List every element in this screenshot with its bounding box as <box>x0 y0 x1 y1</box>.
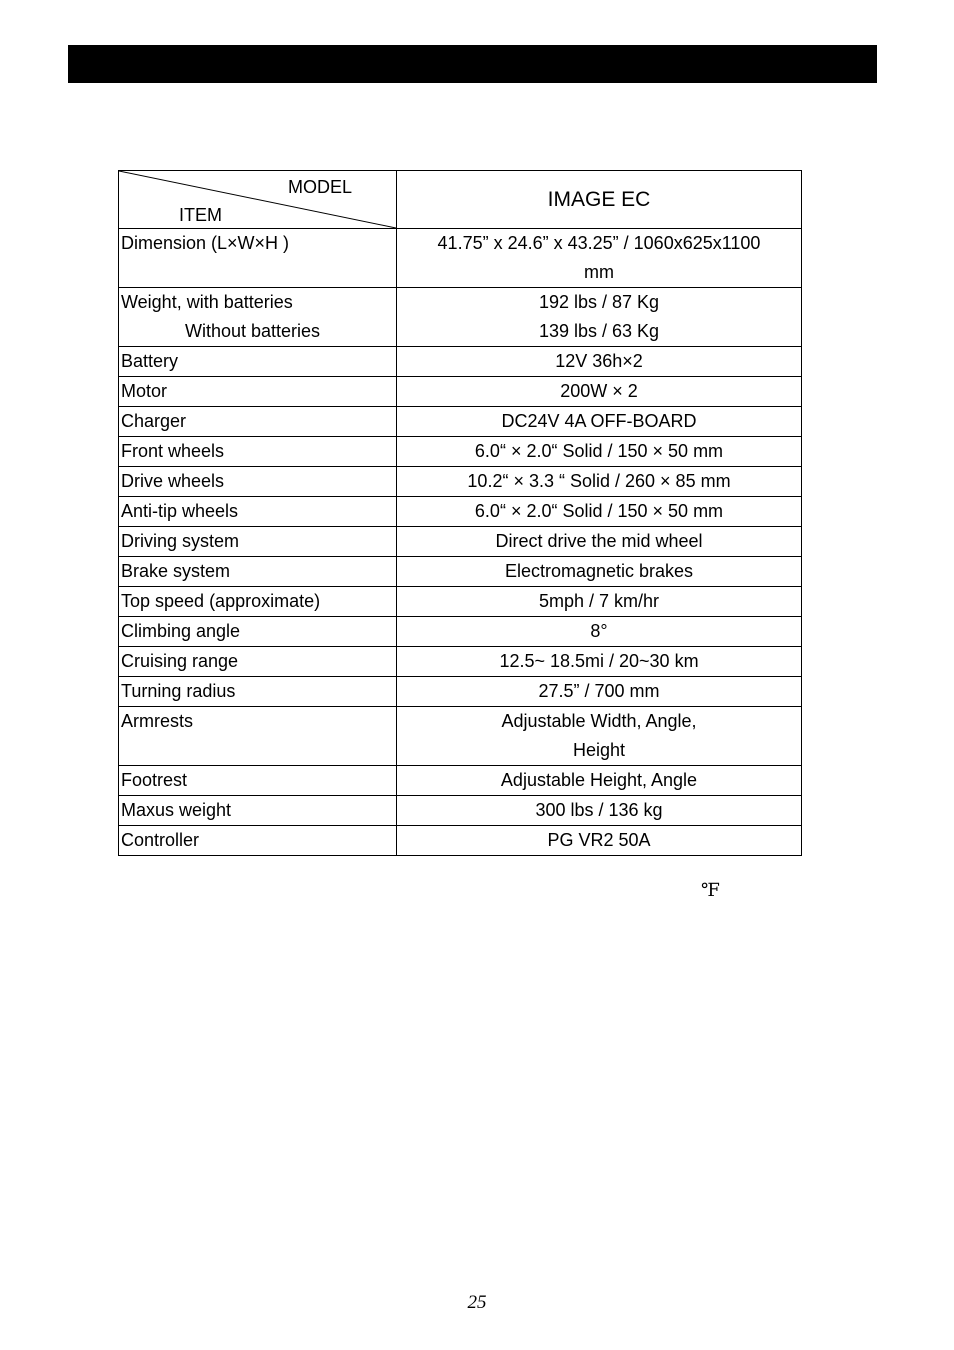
item-value: 5mph / 7 km/hr <box>397 587 802 617</box>
item-label: Charger <box>119 407 397 437</box>
table-header-row <box>119 171 802 229</box>
item-value: Direct drive the mid wheel <box>397 527 802 557</box>
diagonal-divider <box>119 171 396 228</box>
item-label: Footrest <box>119 766 397 796</box>
item-value: Adjustable Height, Angle <box>397 766 802 796</box>
item-value: 12.5~ 18.5mi / 20~30 km <box>397 647 802 677</box>
item-label: Battery <box>119 347 397 377</box>
value-line: 192 lbs / 87 Kg <box>538 292 660 312</box>
degree-note: ℉ <box>701 880 720 901</box>
table-row <box>119 437 802 467</box>
item-label: Turning radius <box>119 677 397 707</box>
model-name: IMAGE EC <box>397 171 802 229</box>
item-label: Brake system <box>119 557 397 587</box>
item-value: 300 lbs / 136 kg <box>397 796 802 826</box>
table-row <box>119 826 802 856</box>
value-line: 41.75” x 24.6” x 43.25” / 1060x625x1100 <box>437 233 761 253</box>
item-label: Anti-tip wheels <box>119 497 397 527</box>
item-label: Armrests <box>119 707 397 766</box>
table-row <box>119 647 802 677</box>
table-row <box>119 707 802 766</box>
item-value: 6.0“ × 2.0“ Solid / 150 × 50 mm <box>397 497 802 527</box>
item-value: 27.5” / 700 mm <box>397 677 802 707</box>
table-row <box>119 497 802 527</box>
page-number: 25 <box>467 1292 487 1313</box>
table-row <box>119 796 802 826</box>
item-label: Maxus weight <box>119 796 397 826</box>
item-label-line: Weight, with batteries <box>121 292 293 312</box>
item-label: Top speed (approximate) <box>119 587 397 617</box>
table-row <box>119 407 802 437</box>
table-row <box>119 467 802 497</box>
item-label: Climbing angle <box>119 617 397 647</box>
table-row <box>119 288 802 347</box>
item-value: 6.0“ × 2.0“ Solid / 150 × 50 mm <box>397 437 802 467</box>
item-value <box>397 288 802 347</box>
item-label: Driving system <box>119 527 397 557</box>
item-label: Motor <box>119 377 397 407</box>
spec-table <box>118 170 802 856</box>
table-row <box>119 229 802 288</box>
item-value: 12V 36h×2 <box>397 347 802 377</box>
item-value <box>397 229 802 288</box>
table-row <box>119 617 802 647</box>
item-label: Dimension (L×W×H ) <box>119 229 397 288</box>
value-line: 139 lbs / 63 Kg <box>538 321 660 341</box>
value-line: mm <box>584 262 614 282</box>
value-line: Adjustable Width, Angle, <box>501 711 697 731</box>
item-label: Cruising range <box>119 647 397 677</box>
model-column-label: MODEL <box>288 177 353 197</box>
item-value: Electromagnetic brakes <box>397 557 802 587</box>
item-label-subline: Without batteries <box>185 321 321 341</box>
table-row <box>119 587 802 617</box>
item-value: PG VR2 50A <box>397 826 802 856</box>
item-label: Drive wheels <box>119 467 397 497</box>
header-bar <box>68 45 877 83</box>
item-value: DC24V 4A OFF-BOARD <box>397 407 802 437</box>
item-value <box>397 707 802 766</box>
item-label <box>119 288 397 347</box>
item-label: Controller <box>119 826 397 856</box>
corner-header-cell <box>119 171 397 229</box>
table-row <box>119 766 802 796</box>
table-row <box>119 347 802 377</box>
item-value: 10.2“ × 3.3 “ Solid / 260 × 85 mm <box>397 467 802 497</box>
item-label: Front wheels <box>119 437 397 467</box>
item-value: 200W × 2 <box>397 377 802 407</box>
table-row <box>119 557 802 587</box>
value-line: Height <box>572 740 626 760</box>
table-row <box>119 527 802 557</box>
table-row <box>119 377 802 407</box>
item-value: 8° <box>397 617 802 647</box>
item-column-label: ITEM <box>179 205 222 225</box>
table-row <box>119 677 802 707</box>
